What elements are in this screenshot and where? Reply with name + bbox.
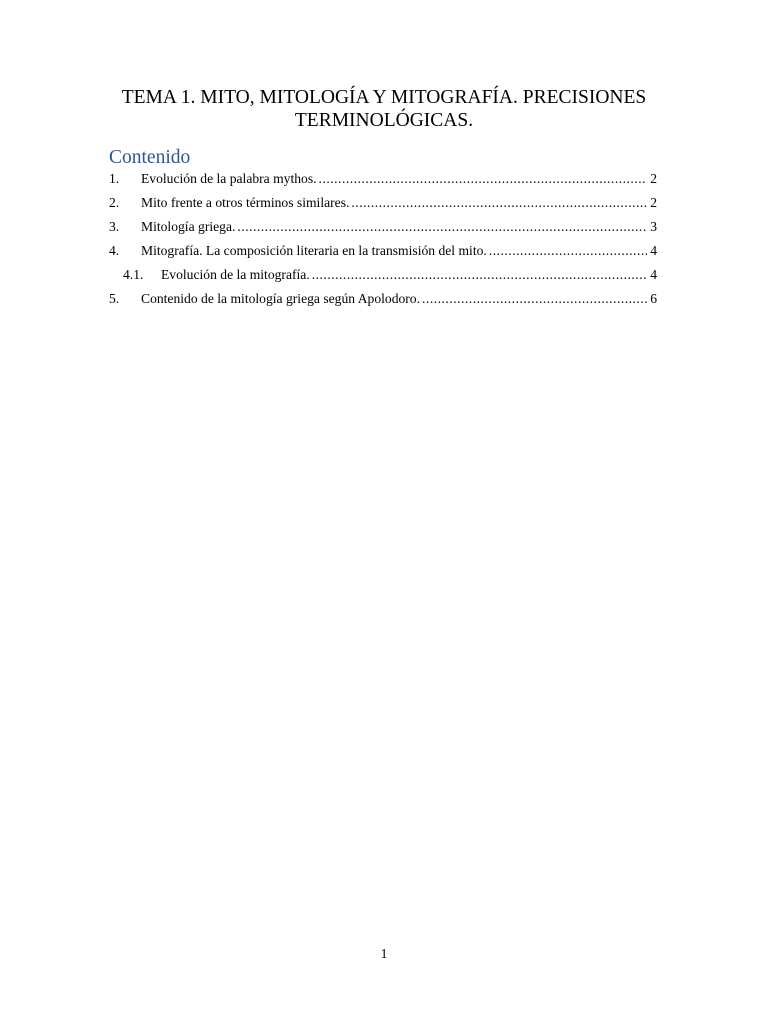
toc-entry-5[interactable] (109, 291, 657, 309)
toc-entry-number: 4.1. (123, 267, 144, 282)
toc-entry-1[interactable] (109, 171, 657, 189)
toc-entry-page: 2 (650, 171, 657, 186)
toc-entry-2[interactable] (109, 195, 657, 213)
toc-dot-leader (489, 243, 647, 259)
toc-dot-leader (422, 291, 647, 307)
toc-dot-leader (319, 171, 647, 187)
toc-entry-title: Contenido de la mitología griega según Apolodoro. (141, 291, 421, 306)
toc-entry-title: Evolución de la mitografía. (161, 267, 310, 282)
toc-entry-page: 6 (650, 291, 657, 306)
toc-entry-title: Mitología griega. (141, 219, 236, 234)
toc-dot-leader (312, 267, 647, 283)
toc-entry-page: 3 (650, 219, 657, 234)
toc-entry-page: 4 (650, 267, 657, 282)
toc-entry-number: 4. (109, 243, 120, 258)
toc-entry-page: 2 (650, 195, 657, 210)
toc-entry-title: Mito frente a otros términos similares. (141, 195, 350, 210)
page-title-line-1: TEMA 1. MITO, MITOLOGÍA Y MITOGRAFÍA. PRECISIONES (121, 87, 647, 108)
toc-entry-number: 3. (109, 219, 120, 234)
toc-dot-leader (237, 219, 647, 235)
toc-entry-title: Evolución de la palabra mythos. (141, 171, 317, 186)
toc-entry-title: Mitografía. La composición literaria en la transmisión del mito. (141, 243, 487, 258)
toc-entry-number: 5. (109, 291, 120, 306)
page-title-line-2: TERMINOLÓGICAS. (294, 110, 474, 131)
page-number: 1 (380, 946, 388, 961)
toc-entry-number: 1. (109, 171, 120, 186)
toc-entry-3[interactable] (109, 219, 657, 237)
toc-heading: Contenido (109, 147, 191, 168)
toc-entry-number: 2. (109, 195, 120, 210)
toc-entry-page: 4 (650, 243, 657, 258)
toc-entry-4-1[interactable] (123, 267, 657, 285)
toc-dot-leader (351, 195, 647, 211)
page-title (80, 86, 688, 132)
toc-entry-4[interactable] (109, 243, 657, 261)
